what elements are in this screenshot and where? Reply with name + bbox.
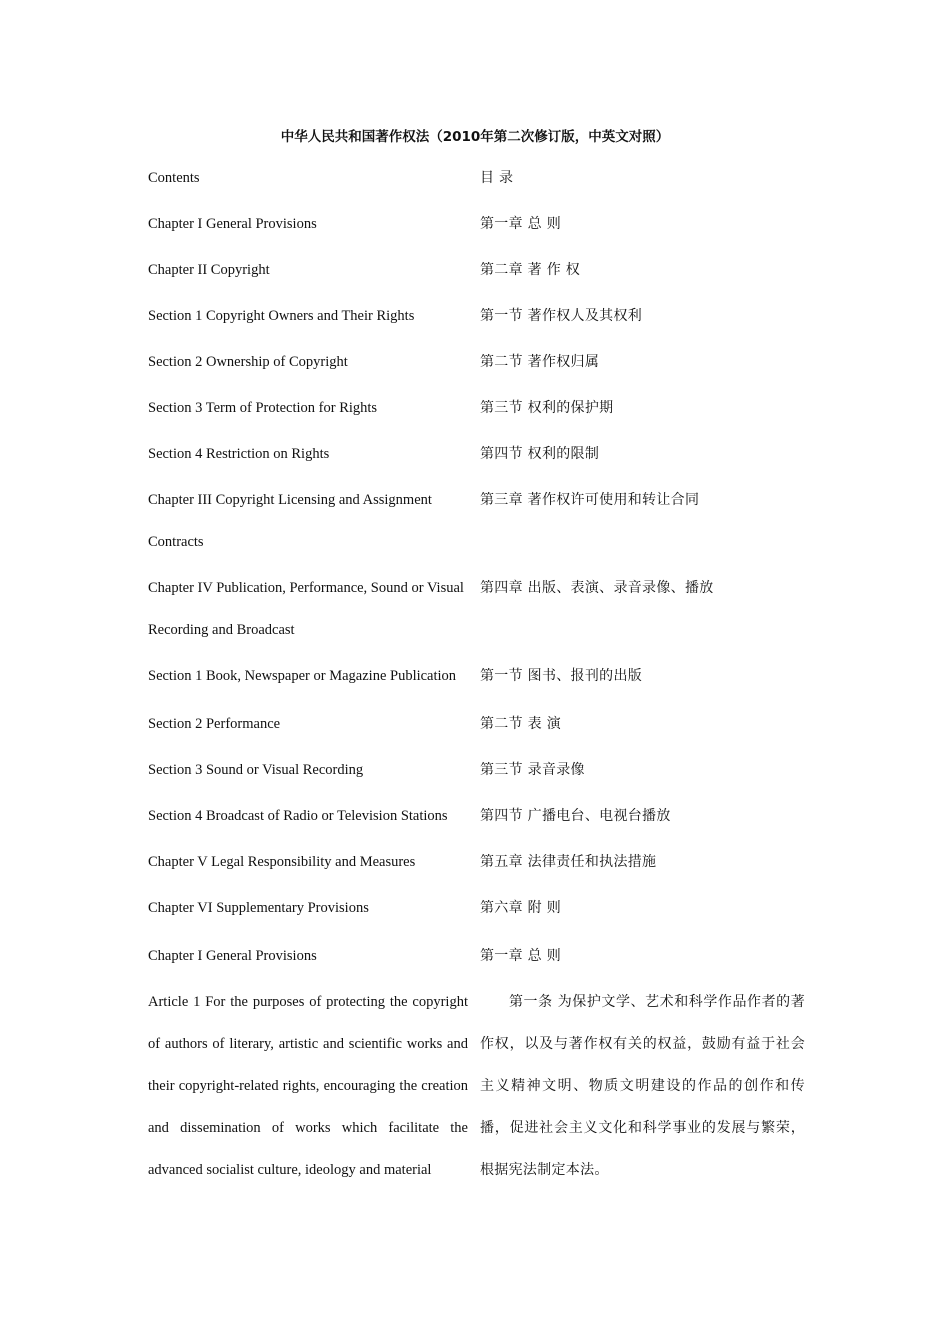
toc-entry-en: Chapter V Legal Responsibility and Measures: [148, 854, 416, 870]
toc-entry-zh: 第二节 著作权归属: [480, 354, 600, 370]
toc-entry-zh: 第二节 表 演: [480, 716, 561, 732]
toc-entry-zh: 第四节 广播电台、电视台播放: [480, 808, 671, 824]
toc-entry-zh: 第六章 附 则: [480, 900, 561, 916]
toc-entry-zh: 第三节 录音录像: [480, 762, 585, 778]
article-1-zh: 第一条 为保护文学、艺术和科学作品作者的著作权，以及与著作权有关的权益，鼓励有益于社会主义精神文明、物质文明建设的作品的创作和传播，促进社会主义文化和科学事业的发展与繁荣，根据宪法制定本法。: [480, 994, 805, 1178]
toc-entry-zh: 第一章 总 则: [480, 216, 561, 232]
toc-entry-zh: 第四章 出版、表演、录音录像、播放: [480, 580, 714, 596]
toc-entry-en: Section 1 Book, Newspaper or Magazine Publication: [148, 668, 457, 684]
toc-entry-zh: 目 录: [480, 170, 514, 186]
toc-entry-en: Chapter II Copyright: [148, 262, 270, 278]
toc-entry-zh: 第五章 法律责任和执法措施: [480, 854, 657, 870]
toc-entry-zh: 第四节 权利的限制: [480, 446, 600, 462]
toc-entry-en: Section 4 Restriction on Rights: [148, 446, 330, 462]
toc-entry-en: Section 3 Term of Protection for Rights: [148, 400, 378, 416]
toc-entry-zh: 第三节 权利的保护期: [480, 400, 614, 416]
toc-entry-zh: 第三章 著作权许可使用和转让合同: [480, 492, 700, 508]
toc-entry-en: Contents: [148, 170, 200, 186]
chapter-heading-zh: 第一章 总 则: [480, 948, 561, 964]
toc-entry-zh: 第一节 图书、报刊的出版: [480, 668, 643, 684]
toc-entry-en: Chapter III Copyright Licensing and Assignment Contracts: [148, 492, 432, 550]
toc-entry-en: Chapter VI Supplementary Provisions: [148, 900, 369, 916]
toc-entry-en: Section 4 Broadcast of Radio or Television Stations: [148, 808, 448, 824]
toc-entry-en: Section 2 Ownership of Copyright: [148, 354, 348, 370]
toc-entry-en: Chapter IV Publication, Performance, Sound or Visual Recording and Broadcast: [148, 580, 464, 638]
toc-entry-zh: 第一节 著作权人及其权利: [480, 308, 643, 324]
toc-entry-en: Section 1 Copyright Owners and Their Rights: [148, 308, 415, 324]
document-title: 中华人民共和国著作权法（2010年第二次修订版，中英文对照）: [280, 129, 670, 145]
toc-entry-en: Section 2 Performance: [148, 716, 281, 732]
chapter-heading-en: Chapter I General Provisions: [148, 948, 317, 964]
toc-entry-en: Chapter I General Provisions: [148, 216, 317, 232]
toc-entry-zh: 第二章 著 作 权: [480, 262, 581, 278]
toc-entry-en: Section 3 Sound or Visual Recording: [148, 762, 364, 778]
article-1-en: Article 1 For the purposes of protecting the copyright of authors of literary, artistic and scientific works and their copyright-related rights, encouraging the creation and dissemination of works which facilitate the advanced socialist culture, ideology and material: [148, 994, 468, 1178]
